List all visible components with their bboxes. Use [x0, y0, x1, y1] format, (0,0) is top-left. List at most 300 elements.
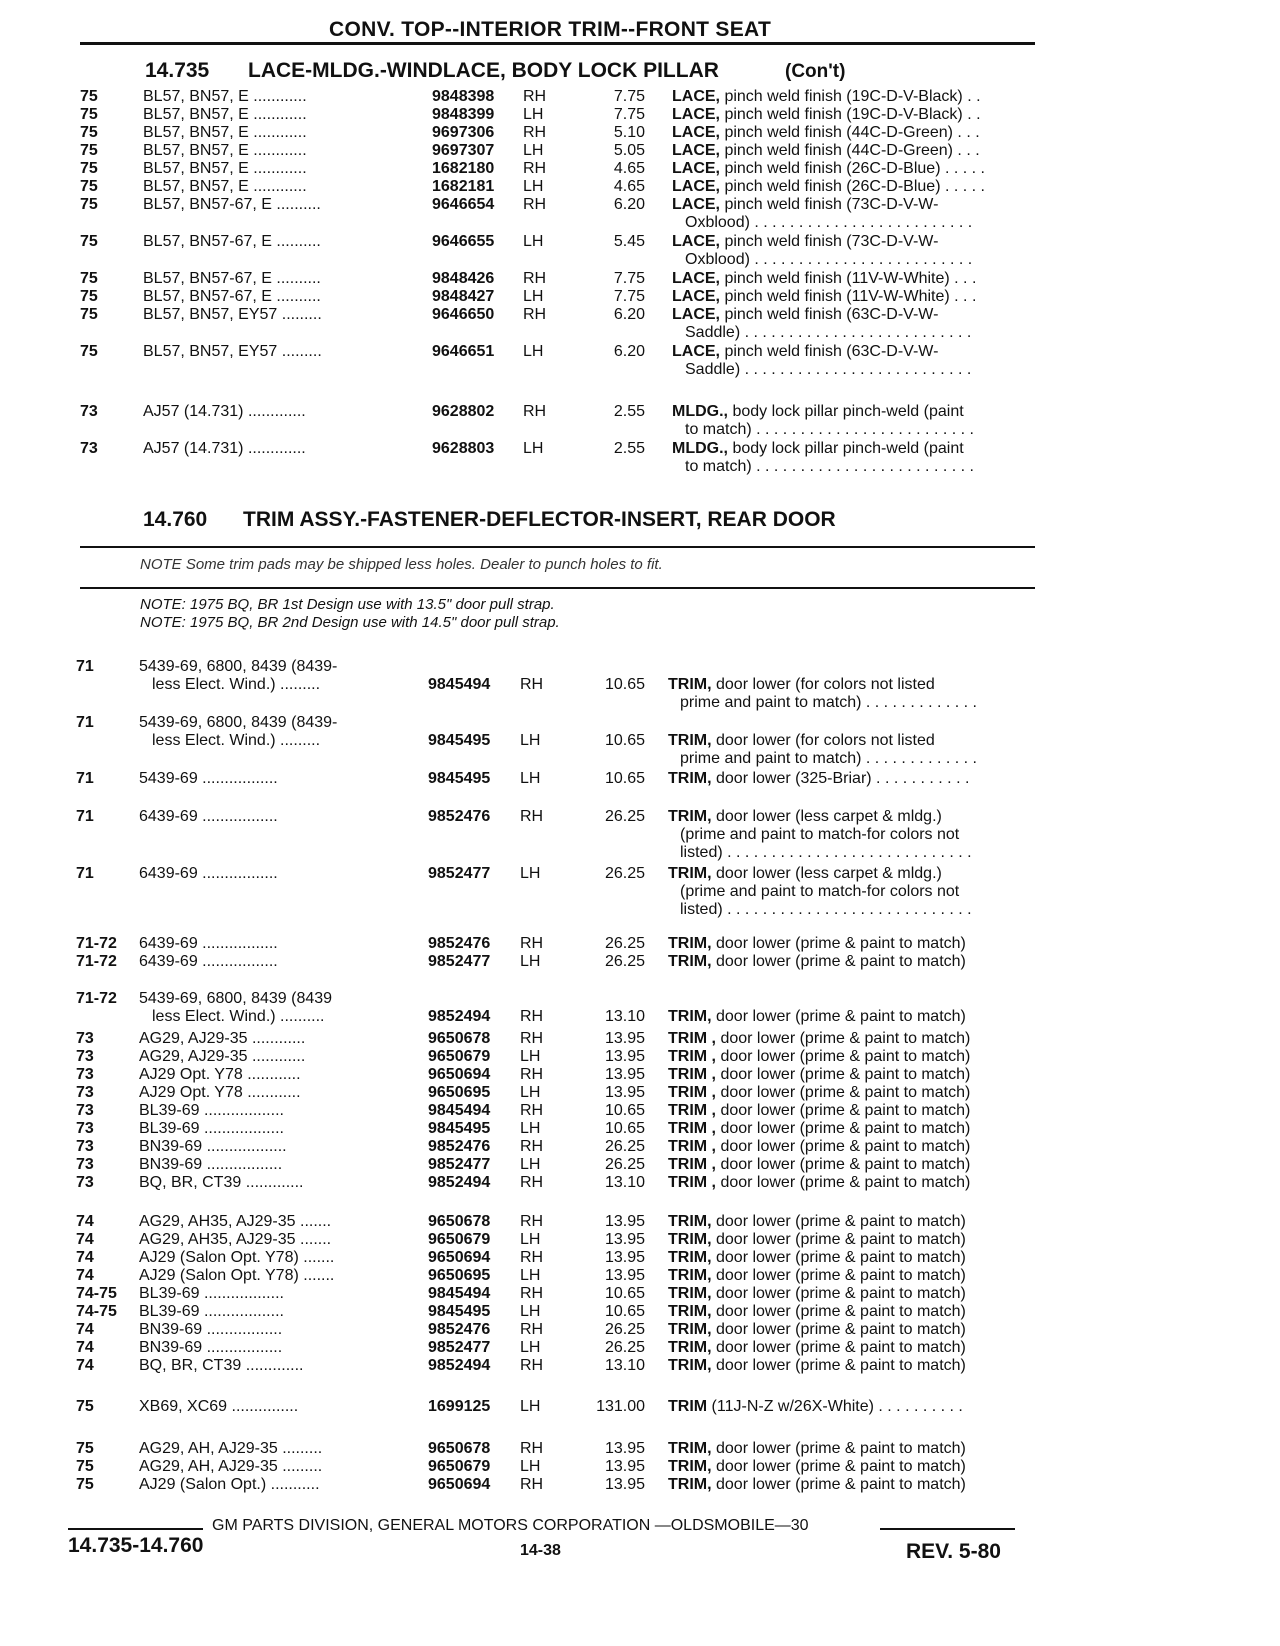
description-keyword: LACE,: [672, 178, 720, 195]
year-cell: 75: [76, 1458, 94, 1475]
side-cell: RH: [520, 1102, 544, 1119]
side-cell: LH: [520, 1120, 541, 1137]
description-text: door lower (prime & paint to match): [711, 1267, 966, 1284]
part-number-cell: 9848426: [432, 270, 495, 287]
side-cell: RH: [520, 808, 544, 825]
part-number-cell: 9650678: [428, 1030, 491, 1047]
side-cell: RH: [520, 1285, 544, 1302]
part-row: [0, 990, 1280, 1010]
description-keyword: TRIM,: [668, 865, 712, 882]
description-continuation-row: [0, 694, 1280, 714]
part-number-cell: 9845494: [428, 676, 491, 693]
year-cell: 75: [80, 196, 98, 213]
part-row-values: 9650694 RH 13.95 TRIM, door lower (prime & paint to match): [428, 1249, 966, 1266]
description-text: door lower (prime & paint to match): [711, 1339, 966, 1356]
description-text: door lower (prime & paint to match): [716, 1138, 971, 1155]
model-cell: BL57, BN57-67, E ..........: [143, 270, 321, 287]
description-cell: [668, 1120, 970, 1138]
year-cell: 74-75: [76, 1303, 117, 1320]
year-cell: 75: [80, 343, 98, 360]
description-text: door lower (prime & paint to match): [711, 1440, 966, 1457]
model-cell: AJ29 Opt. Y78 ............: [139, 1084, 301, 1101]
model-cell: AJ29 (Salon Opt. Y78) .......: [139, 1249, 335, 1266]
description-continuation: Oxblood) . . . . . . . . . . . . . . . . . . . . . . . . .: [685, 214, 973, 231]
description-text: pinch weld finish (26C-D-Blue) . . . . .: [720, 160, 985, 177]
description-cell: [672, 124, 980, 142]
model-cell: 6439-69 .................: [139, 953, 278, 970]
description-cell: [668, 1008, 966, 1026]
model-cell: BL57, BN57, EY57 .........: [143, 306, 322, 323]
year-cell: 75: [80, 270, 98, 287]
part-number-cell: 9646651: [432, 343, 495, 360]
model-cell-continuation: less Elect. Wind.) ..........: [152, 1008, 325, 1025]
side-cell: RH: [520, 676, 544, 693]
description-keyword: TRIM ,: [668, 1156, 716, 1173]
note-rule-top: [80, 546, 1035, 548]
description-cell: [672, 178, 985, 196]
part-number-cell: 9845494: [428, 1285, 491, 1302]
description-text: pinch weld finish (63C-D-V-W-: [720, 343, 939, 360]
side-cell: LH: [520, 770, 541, 787]
model-cell: AJ29 Opt. Y78 ............: [139, 1066, 301, 1083]
description-text: door lower (prime & paint to match): [716, 1030, 971, 1047]
description-text: door lower (325-Briar) . . . . . . . . . . .: [711, 770, 970, 787]
side-cell: RH: [520, 1440, 544, 1457]
year-cell: 73: [76, 1156, 94, 1173]
side-cell: LH: [520, 1156, 541, 1173]
year-cell: 75: [80, 142, 98, 159]
part-row: 75 BL57, BN57, E ............ 9697306 RH 5.10 LACE, pinch weld finish (44C-D-Green) . . .: [80, 124, 980, 141]
model-cell: BQ, BR, CT39 .............: [139, 1174, 304, 1191]
description-keyword: TRIM,: [668, 1339, 712, 1356]
description-cell: [672, 196, 938, 214]
year-cell: 74: [76, 1231, 94, 1248]
description-cell: [668, 1084, 970, 1102]
footer-group-number: 14.735-14.760: [68, 1534, 204, 1557]
description-cell: [668, 732, 935, 750]
description-keyword: TRIM,: [668, 1357, 712, 1374]
description-text: door lower (less carpet & mldg.): [711, 865, 942, 882]
model-cell: 5439-69, 6800, 8439 (8439-: [139, 658, 338, 675]
model-cell: AJ29 (Salon Opt.) ...........: [139, 1476, 320, 1493]
part-row-values: 9650678 RH 13.95 TRIM, door lower (prime & paint to match): [428, 1213, 966, 1230]
part-number-cell: 9852477: [428, 865, 491, 882]
model-cell: BN39-69 ..................: [139, 1138, 287, 1155]
model-cell: BL57, BN57-67, E ..........: [143, 196, 321, 213]
description-text: door lower (prime & paint to match): [716, 1102, 971, 1119]
description-continuation: prime and paint to match) . . . . . . . . . . . . .: [680, 750, 977, 767]
part-row-values: 9852494 RH 13.10 TRIM, door lower (prime & paint to match): [428, 1357, 966, 1374]
description-cell: [668, 1213, 966, 1231]
description-continuation: to match) . . . . . . . . . . . . . . . . . . . . . . . . .: [685, 458, 974, 475]
part-number-cell: 9852477: [428, 1156, 491, 1173]
model-cell: BL57, BN57, E ............: [143, 160, 307, 177]
part-row-values: less Elect. Wind.) .......... 9852494 RH 13.10 TRIM, door lower (prime & paint to match): [152, 1008, 966, 1025]
model-cell: BN39-69 .................: [139, 1156, 283, 1173]
year-cell: 71-72: [76, 990, 117, 1007]
side-cell: LH: [520, 1303, 541, 1320]
description-keyword: TRIM ,: [668, 1066, 716, 1083]
part-row: 75 BL57, BN57-67, E .......... 9848426 RH 7.75 LACE, pinch weld finish (11V-W-White) . . .: [80, 270, 977, 287]
description-text: door lower (prime & paint to match): [716, 1066, 971, 1083]
description-cell: [668, 1285, 966, 1303]
description-cell: [668, 1267, 966, 1285]
part-number-cell: 9845495: [428, 732, 491, 749]
model-cell: XB69, XC69 ...............: [139, 1398, 299, 1415]
model-cell: 6439-69 .................: [139, 808, 278, 825]
side-cell: RH: [520, 1030, 544, 1047]
part-number-cell: 9650695: [428, 1084, 491, 1101]
year-cell: 71: [76, 865, 94, 882]
side-cell: RH: [520, 1174, 544, 1191]
description-continuation: to match) . . . . . . . . . . . . . . . . . . . . . . . . .: [685, 421, 974, 438]
description-keyword: TRIM,: [668, 1321, 712, 1338]
part-row-values: 9845495 LH 10.65 TRIM , door lower (prime & paint to match): [428, 1120, 971, 1137]
description-keyword: TRIM: [668, 1398, 708, 1415]
year-cell: 71-72: [76, 953, 117, 970]
description-cell: [668, 1476, 966, 1494]
description-cell: [672, 343, 938, 361]
description-keyword: LACE,: [672, 343, 720, 360]
part-row-values: 9852476 RH 26.25 TRIM, door lower (prime & paint to match): [428, 1321, 966, 1338]
description-cell: [668, 953, 966, 971]
description-cell: [668, 1231, 966, 1249]
side-cell: RH: [523, 270, 547, 287]
description-text: pinch weld finish (44C-D-Green) . . .: [720, 142, 980, 159]
part-row: [0, 714, 1280, 734]
part-number-cell: 9845495: [428, 1303, 491, 1320]
description-keyword: TRIM,: [668, 770, 712, 787]
side-cell: RH: [520, 1476, 544, 1493]
side-cell: RH: [520, 1249, 544, 1266]
description-keyword: TRIM ,: [668, 1102, 716, 1119]
description-cell: [668, 1398, 963, 1416]
description-keyword: TRIM,: [668, 1285, 712, 1302]
description-text: door lower (prime & paint to match): [716, 1156, 971, 1173]
model-cell: AG29, AH35, AJ29-35 .......: [139, 1213, 332, 1230]
model-cell: AG29, AH, AJ29-35 .........: [139, 1458, 323, 1475]
model-cell: 6439-69 .................: [139, 935, 278, 952]
part-row: 75 BL57, BN57, E ............ 9848398 RH 7.75 LACE, pinch weld finish (19C-D-V-Black) . .: [80, 88, 981, 105]
side-cell: LH: [520, 1267, 541, 1284]
year-cell: 75: [80, 288, 98, 305]
description-keyword: LACE,: [672, 270, 720, 287]
description-keyword: MLDG.,: [672, 403, 728, 420]
description-cell: [668, 1249, 966, 1267]
description-cell: [668, 1357, 966, 1375]
part-number-cell: 1699125: [428, 1398, 491, 1415]
part-number-cell: 9852476: [428, 935, 491, 952]
description-keyword: TRIM ,: [668, 1084, 716, 1101]
description-cell: [668, 676, 935, 694]
year-cell: 71: [76, 714, 94, 731]
year-cell: 71: [76, 808, 94, 825]
side-cell: LH: [520, 1339, 541, 1356]
section-title: LACE-MLDG.-WINDLACE, BODY LOCK PILLAR: [248, 59, 719, 82]
model-cell: 5439-69, 6800, 8439 (8439-: [139, 714, 338, 731]
model-cell: BL39-69 ..................: [139, 1102, 284, 1119]
description-text: door lower (prime & paint to match): [711, 1321, 966, 1338]
part-row-values: 9852476 RH 26.25 TRIM , door lower (prime & paint to match): [428, 1138, 971, 1155]
year-cell: 75: [80, 88, 98, 105]
part-number-cell: 9852494: [428, 1174, 491, 1191]
year-cell: 73: [80, 440, 98, 457]
model-cell: BL39-69 ..................: [139, 1285, 284, 1302]
part-row: 73 AJ57 (14.731) ............. 9628803 LH 2.55 MLDG., body lock pillar pinch-weld (paint: [80, 440, 964, 457]
year-cell: 75: [80, 306, 98, 323]
year-cell: 75: [76, 1440, 94, 1457]
year-cell: 75: [76, 1476, 94, 1493]
year-cell: 75: [80, 233, 98, 250]
description-text: pinch weld finish (11V-W-White) . . .: [720, 270, 977, 287]
description-keyword: LACE,: [672, 106, 720, 123]
part-row-values: 9852494 RH 13.10 TRIM , door lower (prime & paint to match): [428, 1174, 971, 1191]
year-cell: 75: [76, 1398, 94, 1415]
part-number-cell: 9646654: [432, 196, 495, 213]
model-cell: AJ57 (14.731) .............: [143, 440, 306, 457]
model-cell: BN39-69 .................: [139, 1321, 283, 1338]
year-cell: 73: [76, 1120, 94, 1137]
part-number-cell: 9650694: [428, 1249, 491, 1266]
side-cell: LH: [523, 142, 544, 159]
part-number-cell: 9650678: [428, 1213, 491, 1230]
description-text: pinch weld finish (19C-D-V-Black) . .: [720, 88, 981, 105]
part-number-cell: 9852494: [428, 1008, 491, 1025]
model-cell: BN39-69 .................: [139, 1339, 283, 1356]
description-keyword: LACE,: [672, 142, 720, 159]
part-row: 75 BL57, BN57, EY57 ......... 9646650 RH 6.20 LACE, pinch weld finish (63C-D-V-W-: [80, 306, 939, 323]
model-cell: AG29, AH35, AJ29-35 .......: [139, 1231, 332, 1248]
description-continuation: (prime and paint to match-for colors not: [680, 883, 960, 900]
footer-division: GM PARTS DIVISION, GENERAL MOTORS CORPORATION —OLDSMOBILE—30: [212, 1517, 809, 1534]
year-cell: 74: [76, 1249, 94, 1266]
description-keyword: TRIM,: [668, 1008, 712, 1025]
description-keyword: TRIM,: [668, 1476, 712, 1493]
year-cell: 71: [76, 658, 94, 675]
part-row-values: 9845495 LH 10.65 TRIM, door lower (prime & paint to match): [428, 1303, 966, 1320]
side-cell: RH: [520, 1321, 544, 1338]
part-row-values: 9650694 RH 13.95 TRIM, door lower (prime & paint to match): [428, 1476, 966, 1493]
description-continuation: Oxblood) . . . . . . . . . . . . . . . . . . . . . . . . .: [685, 251, 973, 268]
description-keyword: TRIM,: [668, 676, 712, 693]
description-text: body lock pillar pinch-weld (paint: [728, 403, 964, 420]
description-cell: [668, 1030, 970, 1048]
side-cell: LH: [520, 865, 541, 882]
description-text: door lower (for colors not listed: [711, 732, 935, 749]
description-text: pinch weld finish (26C-D-Blue) . . . . .: [720, 178, 985, 195]
description-cell: [672, 88, 981, 106]
side-cell: LH: [523, 288, 544, 305]
part-row-values: 9650679 LH 13.95 TRIM , door lower (prime & paint to match): [428, 1048, 971, 1065]
description-continuation-row: [0, 750, 1280, 770]
year-cell: 73: [76, 1030, 94, 1047]
part-number-cell: 9650694: [428, 1066, 491, 1083]
side-cell: RH: [520, 1066, 544, 1083]
description-continuation-row: [0, 361, 1280, 381]
description-continuation-row: [0, 421, 1280, 441]
part-row-values: 9650695 LH 13.95 TRIM, door lower (prime & paint to match): [428, 1267, 966, 1284]
year-cell: 74: [76, 1267, 94, 1284]
description-text: door lower (prime & paint to match): [711, 1231, 966, 1248]
description-cell: [672, 403, 964, 421]
part-number-cell: 9650694: [428, 1476, 491, 1493]
part-row-values: 9650678 RH 13.95 TRIM, door lower (prime & paint to match): [428, 1440, 966, 1457]
description-cell: [668, 1321, 966, 1339]
description-keyword: LACE,: [672, 88, 720, 105]
model-cell: 5439-69 .................: [139, 770, 278, 787]
description-text: door lower (prime & paint to match): [711, 1249, 966, 1266]
year-cell: 75: [80, 124, 98, 141]
side-cell: RH: [523, 403, 547, 420]
year-cell: 73: [76, 1138, 94, 1155]
part-row-values: 9852477 LH 26.25 TRIM, door lower (prime & paint to match): [428, 1339, 966, 1356]
year-cell: 73: [76, 1066, 94, 1083]
year-cell: 74-75: [76, 1285, 117, 1302]
part-number-cell: 9650695: [428, 1267, 491, 1284]
model-cell: BL57, BN57, E ............: [143, 106, 307, 123]
description-text: door lower (prime & paint to match): [716, 1174, 971, 1191]
side-cell: RH: [520, 1213, 544, 1230]
part-row: 75 BL57, BN57-67, E .......... 9646655 LH 5.45 LACE, pinch weld finish (73C-D-V-W-: [80, 233, 939, 250]
description-keyword: TRIM,: [668, 1303, 712, 1320]
part-number-cell: 9848398: [432, 88, 495, 105]
description-cell: [672, 233, 938, 251]
description-keyword: TRIM,: [668, 808, 712, 825]
description-continuation-row: [0, 883, 1280, 903]
description-continuation-row: [0, 844, 1280, 864]
section-number: 14.735: [145, 59, 210, 82]
description-continuation-row: [0, 324, 1280, 344]
part-row-values: 9852477 LH 26.25 TRIM, door lower (less carpet & mldg.): [428, 865, 942, 882]
part-number-cell: 9646655: [432, 233, 495, 250]
part-row: 75 BL57, BN57, E ............ 1682180 RH 4.65 LACE, pinch weld finish (26C-D-Blue) . . . . .: [80, 160, 985, 177]
description-text: door lower (prime & paint to match): [711, 1357, 966, 1374]
description-keyword: TRIM ,: [668, 1120, 716, 1137]
side-cell: RH: [523, 196, 547, 213]
part-row-values: 9650678 RH 13.95 TRIM , door lower (prime & paint to match): [428, 1030, 971, 1047]
side-cell: RH: [520, 1008, 544, 1025]
model-cell: BL57, BN57, E ............: [143, 88, 307, 105]
description-text: door lower (prime & paint to match): [711, 1008, 966, 1025]
description-cell: [668, 1303, 966, 1321]
part-number-cell: 9650679: [428, 1458, 491, 1475]
description-cell: [672, 160, 985, 178]
side-cell: RH: [523, 160, 547, 177]
model-cell: 6439-69 .................: [139, 865, 278, 882]
part-number-cell: 9852476: [428, 1321, 491, 1338]
model-cell: AJ57 (14.731) .............: [143, 403, 306, 420]
model-cell-continuation: less Elect. Wind.) .........: [152, 732, 321, 749]
description-continuation: listed) . . . . . . . . . . . . . . . . . . . . . . . . . . . .: [680, 901, 972, 918]
side-cell: LH: [520, 953, 541, 970]
part-row-values: 9852477 LH 26.25 TRIM , door lower (prime & paint to match): [428, 1156, 971, 1173]
description-keyword: LACE,: [672, 160, 720, 177]
part-number-cell: 9848399: [432, 106, 495, 123]
header-rule: [80, 42, 1035, 45]
part-row-values: 9650695 LH 13.95 TRIM , door lower (prime & paint to match): [428, 1084, 971, 1101]
description-continuation: listed) . . . . . . . . . . . . . . . . . . . . . . . . . . . .: [680, 844, 972, 861]
description-continuation-row: [0, 458, 1280, 478]
part-row: 73 AJ57 (14.731) ............. 9628802 RH 2.55 MLDG., body lock pillar pinch-weld (paint: [80, 403, 964, 420]
description-continuation-row: [0, 901, 1280, 921]
year-cell: 73: [76, 1102, 94, 1119]
description-text: pinch weld finish (44C-D-Green) . . .: [720, 124, 980, 141]
part-row-values: less Elect. Wind.) ......... 9845494 RH 10.65 TRIM, door lower (for colors not listed: [152, 676, 935, 693]
year-cell: 74: [76, 1321, 94, 1338]
description-cell: [672, 440, 964, 458]
year-cell: 75: [80, 106, 98, 123]
model-cell: BQ, BR, CT39 .............: [139, 1357, 304, 1374]
model-cell: BL57, BN57, E ............: [143, 178, 307, 195]
description-keyword: TRIM,: [668, 732, 712, 749]
description-text: door lower (prime & paint to match): [711, 1476, 966, 1493]
part-number-cell: 1682180: [432, 160, 495, 177]
model-cell: BL57, BN57, E ............: [143, 124, 307, 141]
description-text: door lower (for colors not listed: [711, 676, 935, 693]
description-cell: [668, 1458, 966, 1476]
side-cell: LH: [523, 343, 544, 360]
footer-rule-right: [880, 1528, 1015, 1530]
side-cell: LH: [520, 1084, 541, 1101]
description-text: pinch weld finish (63C-D-V-W-: [720, 306, 939, 323]
year-cell: 75: [80, 178, 98, 195]
part-row: 75 BL57, BN57, E ............ 1682181 LH 4.65 LACE, pinch weld finish (26C-D-Blue) . . . . .: [80, 178, 985, 195]
description-text: pinch weld finish (73C-D-V-W-: [720, 196, 939, 213]
year-cell: 73: [80, 403, 98, 420]
model-cell: BL39-69 ..................: [139, 1303, 284, 1320]
part-number-cell: 9646650: [432, 306, 495, 323]
year-cell: 73: [76, 1174, 94, 1191]
section-number: 14.760: [143, 508, 208, 531]
description-cell: [668, 1138, 970, 1156]
model-cell: AG29, AJ29-35 ............: [139, 1030, 306, 1047]
part-row-values: 1699125 LH 131.00 TRIM (11J-N-Z w/26X-White) . . . . . . . . . .: [428, 1398, 963, 1415]
model-cell: AJ29 (Salon Opt. Y78) .......: [139, 1267, 335, 1284]
description-cell: [668, 1066, 970, 1084]
year-cell: 71-72: [76, 935, 117, 952]
part-row-values: 9650694 RH 13.95 TRIM , door lower (prime & paint to match): [428, 1066, 971, 1083]
part-number-cell: 9852477: [428, 953, 491, 970]
description-cell: [672, 270, 976, 288]
part-row: 75 BL57, BN57, EY57 ......... 9646651 LH 6.20 LACE, pinch weld finish (63C-D-V-W-: [80, 343, 939, 360]
description-text: pinch weld finish (73C-D-V-W-: [720, 233, 939, 250]
description-keyword: MLDG.,: [672, 440, 728, 457]
description-keyword: TRIM ,: [668, 1048, 716, 1065]
description-keyword: TRIM,: [668, 953, 712, 970]
description-text: door lower (prime & paint to match): [711, 1458, 966, 1475]
description-keyword: LACE,: [672, 233, 720, 250]
footer-page-number: 14-38: [520, 1542, 561, 1559]
part-row-values: 9852476 RH 26.25 TRIM, door lower (less carpet & mldg.): [428, 808, 942, 825]
side-cell: RH: [520, 1138, 544, 1155]
side-cell: LH: [520, 1398, 541, 1415]
description-keyword: LACE,: [672, 288, 720, 305]
part-number-cell: 9650678: [428, 1440, 491, 1457]
side-cell: RH: [520, 935, 544, 952]
description-keyword: TRIM,: [668, 1249, 712, 1266]
description-keyword: TRIM ,: [668, 1030, 716, 1047]
description-text: door lower (prime & paint to match): [716, 1120, 971, 1137]
side-cell: LH: [523, 106, 544, 123]
description-text: door lower (prime & paint to match): [716, 1048, 971, 1065]
description-continuation: Saddle) . . . . . . . . . . . . . . . . . . . . . . . . . .: [685, 361, 972, 378]
side-cell: LH: [520, 1231, 541, 1248]
model-cell: AG29, AJ29-35 ............: [139, 1048, 306, 1065]
description-cell: [668, 1048, 970, 1066]
description-keyword: TRIM,: [668, 1458, 712, 1475]
description-keyword: LACE,: [672, 306, 720, 323]
description-text: door lower (prime & paint to match): [711, 1303, 966, 1320]
